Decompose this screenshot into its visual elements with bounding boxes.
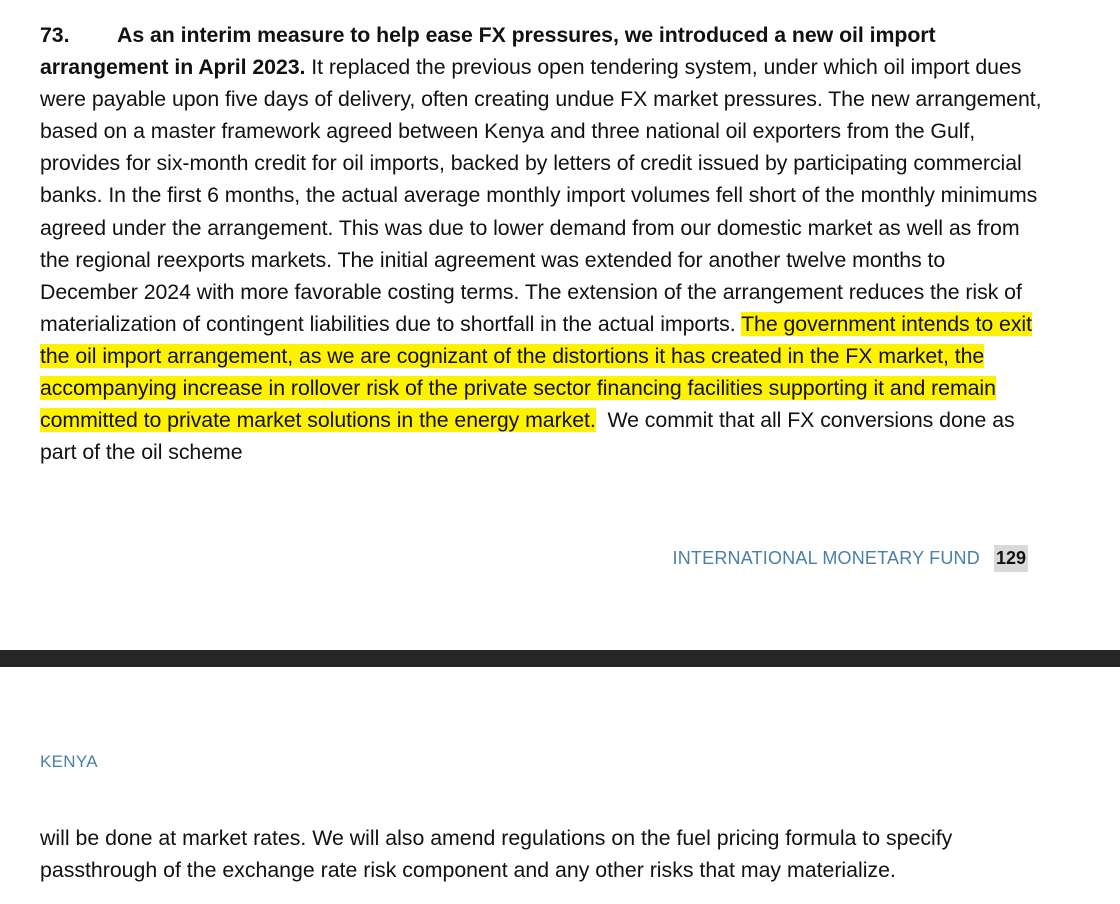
page-130 xyxy=(0,667,1120,904)
paragraph-number: 73. xyxy=(40,23,70,47)
highlighted-text[interactable]: The government intends to exit the oil import arrangement, as we are cognizant of the distortions it has created in the FX market, the accompanying increase in rollover risk of the private sector financing facilities supporting it and remain committed to private market solutions in the energy market. xyxy=(40,311,1032,433)
running-head: KENYA xyxy=(40,752,98,771)
continuation-paragraph: will be done at market rates. We will also amend regulations on the fuel pricing formula to specify passthrough of the exchange rate risk component and any other risks that may materialize. xyxy=(40,826,953,883)
page-number: 129 xyxy=(994,545,1028,572)
footer-organization: INTERNATIONAL MONETARY FUND xyxy=(672,548,980,568)
paragraph-trailing-text: We commit that all FX conversions done as part of the oil scheme xyxy=(40,408,1021,465)
page-separator xyxy=(0,650,1120,667)
paragraph-73 xyxy=(40,19,1045,468)
page-footer xyxy=(673,545,1028,572)
paragraph-lead-sentence: As an interim measure to help ease FX pressures, we introduced a new oil import arrangement in April 2023. xyxy=(40,23,936,80)
paragraph-body-text: It replaced the previous open tendering system, under which oil import dues were payable upon five days of delivery, often creating undue FX market pressures. The new arrangement, based on a master framework agreed between Kenya and three national oil exporters from the Gulf, provides for six-month credit for oil imports, backed by letters of credit issued by participating commercial banks. In the first 6 months, the actual average monthly import volumes fell short of the monthly minimums agreed under the arrangement. This was due to lower demand from our domestic market as well as from the regional reexports markets. The initial agreement was extended for another twelve months to December 2024 with more favorable costing terms. The extension of the arrangement reduces the risk of materialization of contingent liabilities due to shortfall in the actual imports. xyxy=(40,55,1042,336)
